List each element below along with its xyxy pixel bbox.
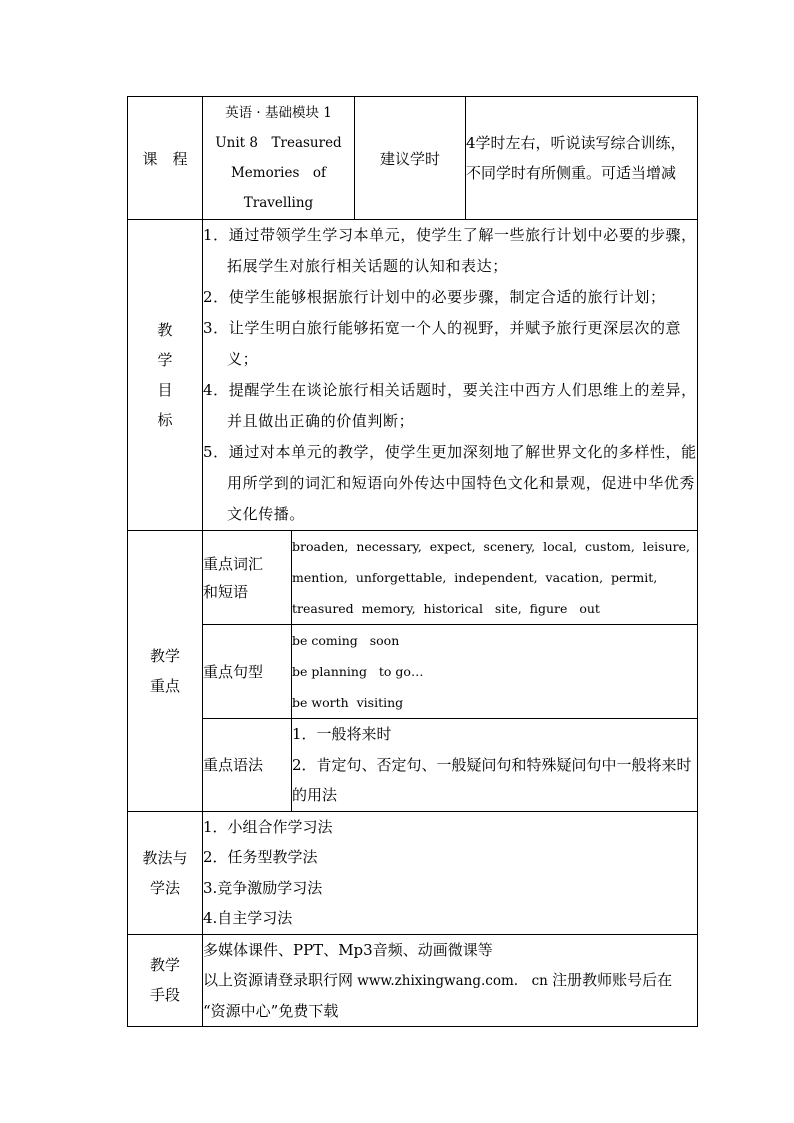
- methods-label-line: 教法与: [142, 848, 188, 867]
- grammar-line: 1．一般将来时: [292, 725, 392, 743]
- course-name-line: Memories of: [230, 165, 327, 181]
- method-item: 2．任务型教学法: [203, 848, 318, 866]
- vocab-line: treasured memory, historical site, figure out: [292, 601, 600, 616]
- methods-label: [128, 811, 203, 934]
- goals-label-char: 教: [157, 321, 173, 339]
- resources-row: [128, 934, 698, 1026]
- methods-content: [203, 811, 698, 934]
- grammar-row: [128, 719, 698, 812]
- methods-label-line: 学法: [149, 878, 180, 897]
- resources-line: 多媒体课件、PPT、Mp3音频、动画微课等: [203, 940, 493, 959]
- resources-text: 注册教师账号后在: [552, 970, 673, 989]
- goal-item: 3．让学生明白旅行能够拓宽一个人的视野，并赋予旅行更深层次的意义；: [203, 319, 682, 368]
- sentences-content: [292, 625, 698, 719]
- hours-text: 4学时左右，听说读写综合训练，不同学时有所侧重。可适当增减: [466, 97, 698, 220]
- course-name-line: Unit 8 Treasured: [215, 135, 342, 151]
- key-points-label-line: 教学: [149, 646, 180, 665]
- resources-label: [128, 934, 203, 1026]
- vocab-label: [203, 531, 292, 625]
- course-name: [203, 97, 355, 220]
- resources-label-line: 教学: [149, 956, 180, 974]
- grammar-line: 2．肯定句、否定句、一般疑问句和特殊疑问句中一般将来时的用法: [292, 755, 692, 804]
- resources-url: www.zhixingwang.com. cn: [353, 972, 553, 989]
- vocab-label-line: 和短语: [203, 582, 249, 601]
- resources-line: “资源中心”免费下载: [203, 1001, 339, 1020]
- sentence-line: be coming soon: [292, 633, 400, 648]
- goals-content: [203, 220, 698, 531]
- key-points-label: [128, 531, 203, 812]
- goal-item: 5．通过对本单元的教学，使学生更加深刻地了解世界文化的多样性，能用所学到的词汇和短语向外传达中国特色文化和景观，促进中华优秀文化传播。: [203, 443, 697, 523]
- vocab-row: [128, 531, 698, 625]
- goals-label-char: 学: [157, 351, 173, 369]
- grammar-content: [292, 719, 698, 812]
- course-name-line: 英语 · 基础模块 1: [225, 105, 332, 121]
- vocab-content: [292, 531, 698, 625]
- course-label: 课 程: [128, 97, 203, 220]
- method-item: 3.竞争激励学习法: [203, 878, 323, 897]
- sentences-label: 重点句型: [203, 625, 292, 719]
- key-points-label-line: 重点: [149, 676, 180, 695]
- resources-content: [203, 934, 698, 1026]
- course-name-line: Travelling: [243, 195, 314, 211]
- hours-label: 建议学时: [355, 97, 466, 220]
- resources-label-line: 手段: [149, 986, 180, 1004]
- goals-label: [128, 220, 203, 531]
- goal-item: 1．通过带领学生学习本单元，使学生了解一些旅行计划中必要的步骤，拓展学生对旅行相关话题的认知和表达；: [203, 226, 697, 275]
- lesson-plan-table: [127, 96, 698, 1027]
- sentence-line: be planning to go…: [292, 664, 424, 679]
- resources-line: [203, 965, 697, 996]
- sentences-row: [128, 625, 698, 719]
- goals-label-char: 标: [157, 411, 173, 429]
- resources-text: 以上资源请登录职行网: [203, 970, 354, 989]
- goals-row: [128, 220, 698, 531]
- goal-item: 2．使学生能够根据旅行计划中的必要步骤，制定合适的旅行计划；: [203, 288, 666, 306]
- vocab-line: mention, unforgettable, independent, vacation, permit,: [292, 570, 658, 585]
- goals-label-char: 目: [157, 381, 173, 399]
- grammar-label: 重点语法: [203, 719, 292, 812]
- vocab-label-line: 重点词汇: [203, 554, 264, 573]
- course-row: [128, 97, 698, 220]
- method-item: 1．小组合作学习法: [203, 817, 333, 836]
- methods-row: [128, 811, 698, 934]
- goal-item: 4．提醒学生在谈论旅行相关话题时，要关注中西方人们思维上的差异，并且做出正确的价值判断；: [203, 381, 697, 430]
- method-item: 4.自主学习法: [203, 909, 293, 927]
- vocab-line: broaden, necessary, expect, scenery, local, custom, leisure,: [292, 539, 690, 554]
- sentence-line: be worth visiting: [292, 695, 404, 710]
